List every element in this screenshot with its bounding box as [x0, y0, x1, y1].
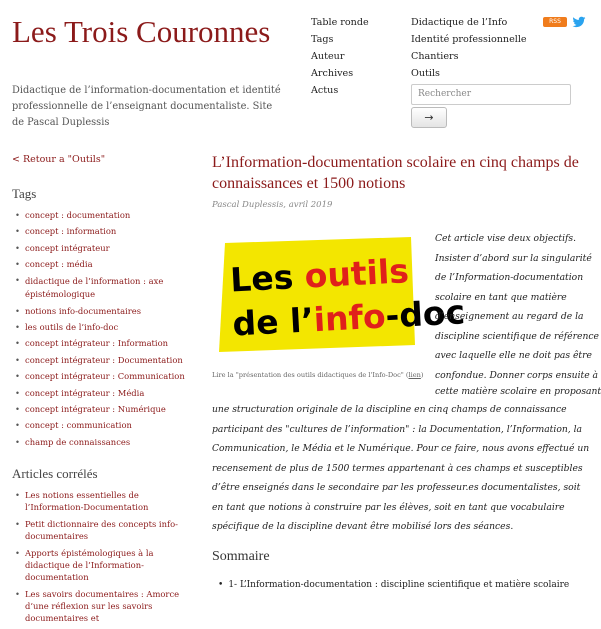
main-nav-primary: [311, 14, 369, 99]
site-tagline: Didactique de l’information-documentation et identité professionnelle de l’enseignant documentaliste. Site de Pascal Duplessis: [12, 85, 281, 128]
nav-item-table-ronde[interactable]: Table ronde: [311, 17, 369, 28]
svg-text:de l’info-doc: de l’info-doc: [231, 292, 467, 344]
tag-link[interactable]: • notions info-documentaires: [15, 304, 193, 320]
nav-item-auteur[interactable]: Auteur: [311, 51, 345, 62]
nav-item-actus[interactable]: Actus: [311, 85, 339, 96]
search-submit-button[interactable]: →: [411, 107, 447, 128]
nav-item-identite[interactable]: Identité professionnelle: [411, 34, 527, 45]
tags-heading: Tags: [12, 186, 37, 201]
toc-item[interactable]: • 1- L’Information-documentation : discipline scientifique et matière scolaire: [218, 580, 569, 590]
tag-link[interactable]: • didactique de l’information : axe épistémologique: [15, 274, 193, 304]
tag-link[interactable]: • concept : information: [15, 224, 193, 240]
related-article-link[interactable]: • Les savoirs documentaires : Amorce d’une réflexion sur les savoirs documentaires et: [15, 588, 193, 624]
related-list: [15, 489, 193, 629]
tag-link[interactable]: • concept : média: [15, 257, 193, 273]
nav-item-didactique[interactable]: Didactique de l’Info: [411, 17, 508, 28]
nav-item-outils[interactable]: Outils: [411, 68, 440, 79]
related-article-link[interactable]: • Petit dictionnaire des concepts info-documentaires: [15, 518, 193, 542]
tag-link[interactable]: • concept intégrateur : Documentation: [15, 353, 193, 369]
nav-item-tags[interactable]: Tags: [311, 34, 334, 45]
outils-info-doc-logo[interactable]: [219, 237, 467, 352]
tag-link[interactable]: • champ de connaissances: [15, 435, 193, 451]
tag-link[interactable]: • concept intégrateur : Communication: [15, 369, 193, 385]
related-article-link[interactable]: • Apports épistémologiques à la didactique de l’Information-documentation: [15, 547, 193, 583]
nav-item-archives[interactable]: Archives: [311, 68, 354, 79]
tag-link[interactable]: • concept intégrateur : Information: [15, 336, 193, 352]
twitter-icon[interactable]: [572, 15, 586, 29]
tag-link[interactable]: • les outils de l’info-doc: [15, 320, 193, 336]
tags-list: [15, 208, 193, 451]
tag-link[interactable]: • concept intégrateur: [15, 241, 193, 257]
post-title[interactable]: L’Information-documentation scolaire en cinq champs de connaissances et 1500 notions: [212, 154, 579, 192]
site-title[interactable]: Les Trois Couronnes: [12, 14, 271, 49]
rss-icon[interactable]: RSS: [543, 17, 567, 27]
tag-link[interactable]: • concept intégrateur : Média: [15, 386, 193, 402]
tag-link[interactable]: • concept : communication: [15, 418, 193, 434]
sommaire-heading: Sommaire: [212, 549, 270, 564]
main-nav-secondary: [411, 14, 527, 82]
tag-link[interactable]: • concept intégrateur : Numérique: [15, 402, 193, 418]
svg-text:Les outils: Les outils: [229, 251, 410, 300]
nav-item-chantiers[interactable]: Chantiers: [411, 51, 459, 62]
related-heading: Articles corrélés: [12, 466, 98, 481]
back-link[interactable]: < Retour a "Outils": [12, 154, 106, 165]
image-caption: Lire la "présentation des outils didactiques de l'Info-Doc" (lien): [212, 371, 424, 379]
caption-link[interactable]: lien: [408, 371, 421, 379]
search-input[interactable]: Rechercher: [411, 84, 571, 105]
tag-link[interactable]: • concept : documentation: [15, 208, 193, 224]
related-article-link[interactable]: • Les notions essentielles de l’Information-Documentation: [15, 489, 193, 513]
post-meta: Pascal Duplessis, avril 2019: [212, 200, 333, 210]
